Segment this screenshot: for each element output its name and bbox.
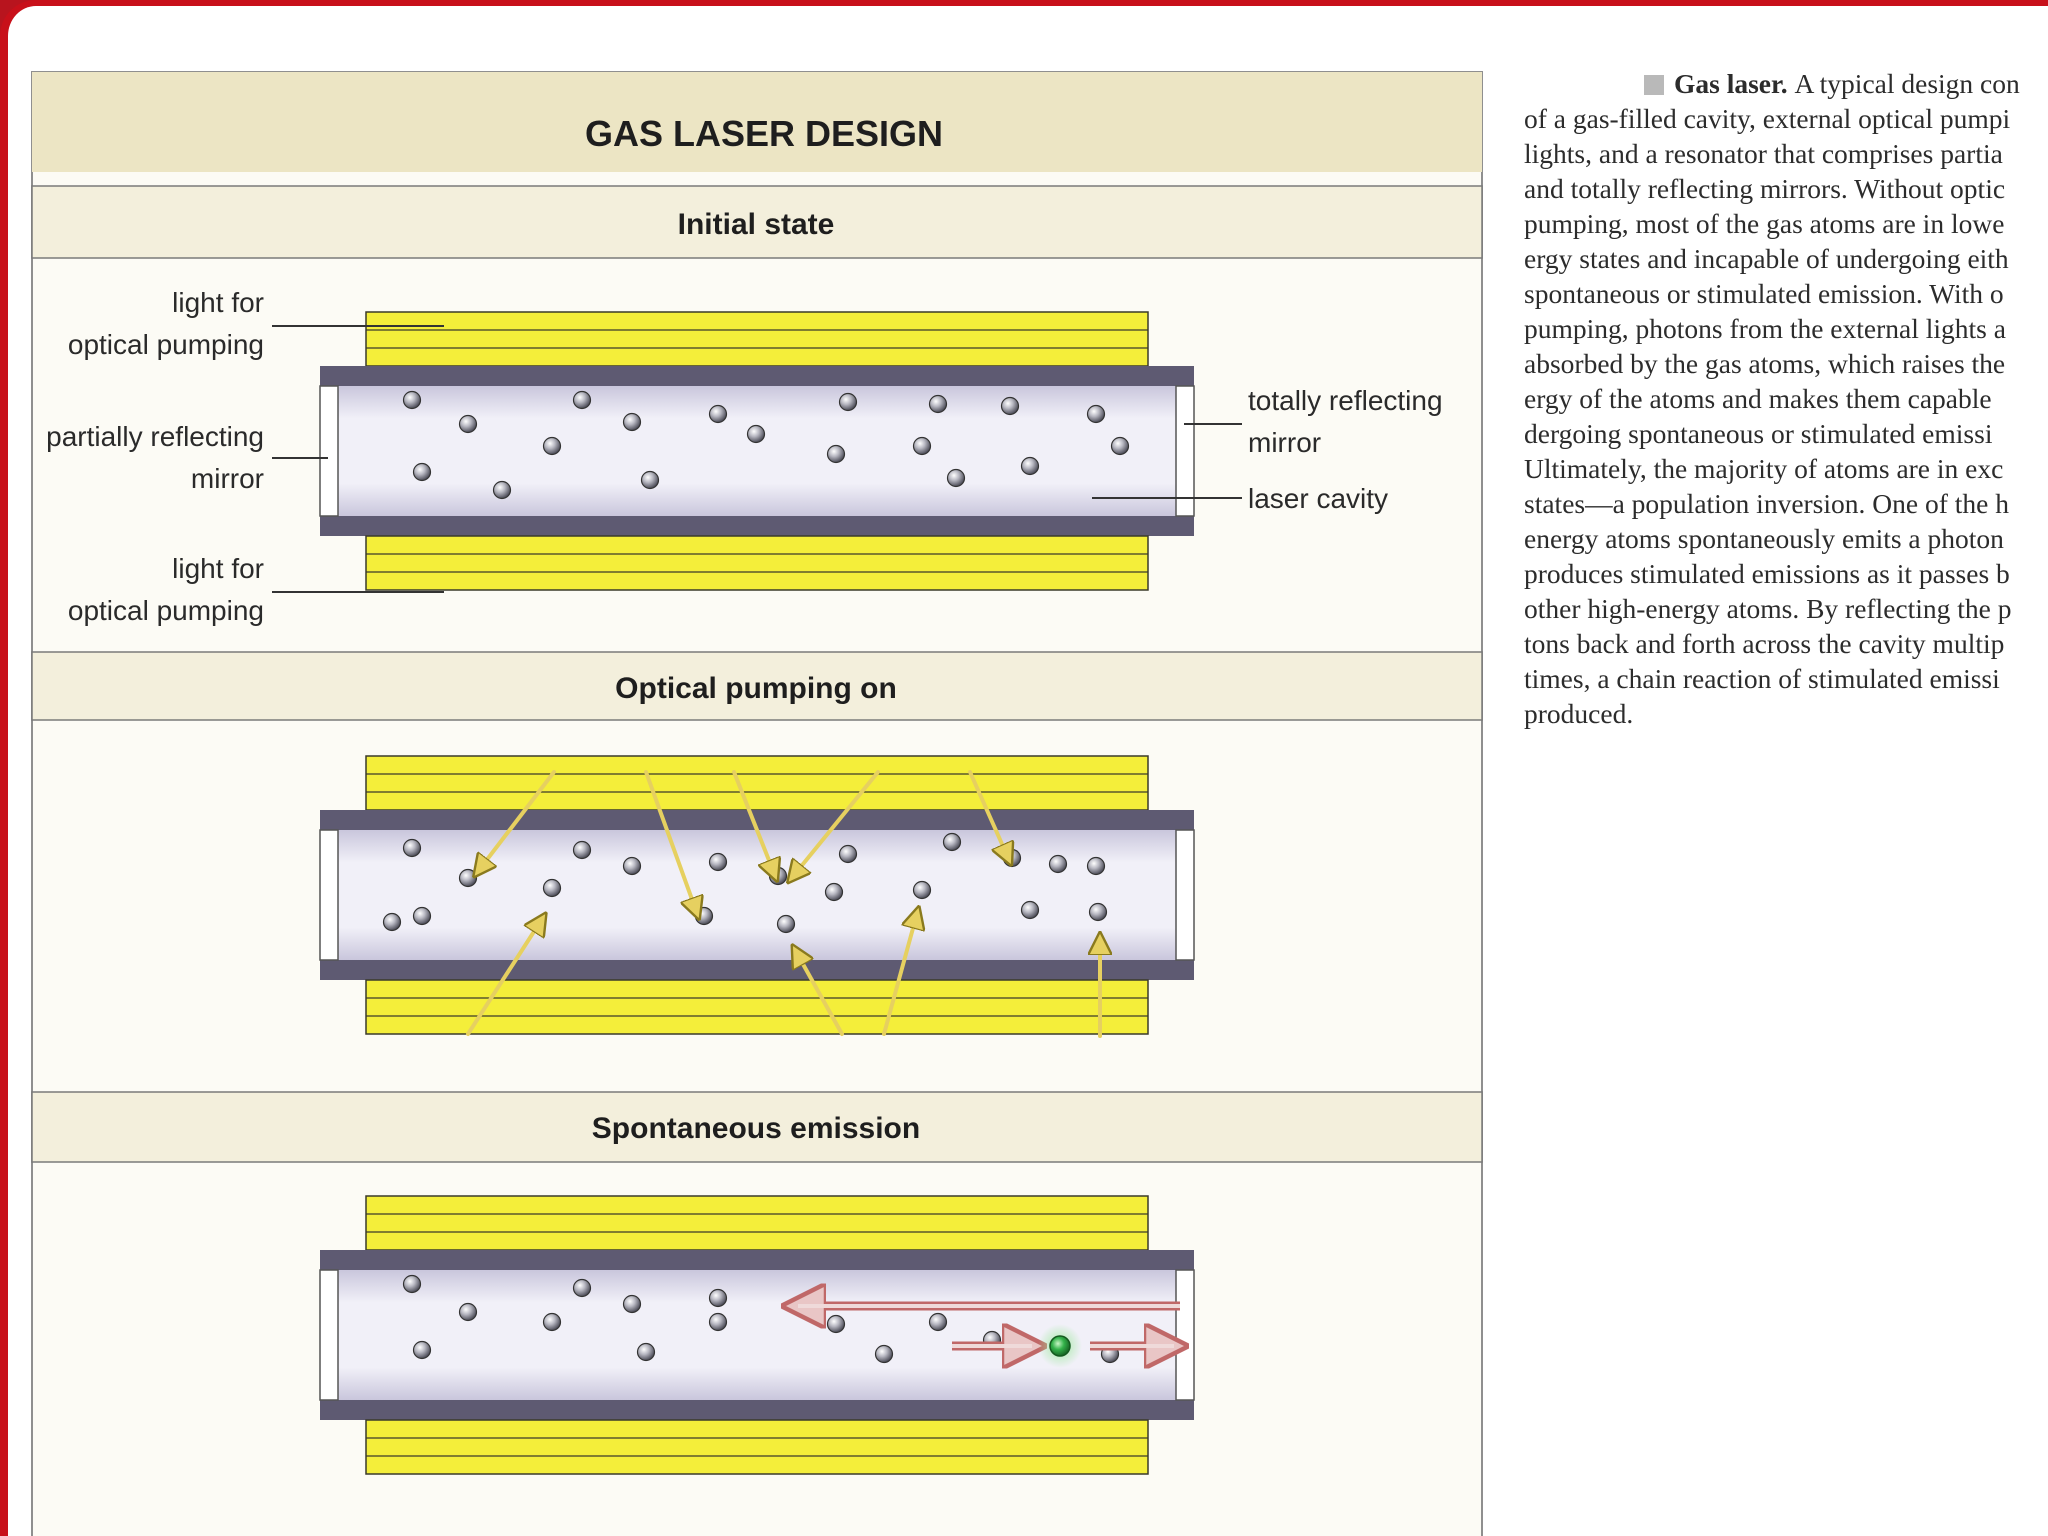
tube-wall-bottom bbox=[320, 960, 1194, 980]
excited-atom bbox=[1050, 1336, 1070, 1356]
gas-atom bbox=[404, 840, 421, 857]
gas-atom bbox=[710, 854, 727, 871]
gas-atom bbox=[642, 472, 659, 489]
gas-atom bbox=[1088, 406, 1105, 423]
label-total-mirror-line1: totally reflecting bbox=[1248, 385, 1443, 416]
caption-line: times, a chain reaction of stimulated emissi bbox=[1524, 663, 2000, 694]
gas-atom bbox=[1022, 902, 1039, 919]
gas-atom bbox=[544, 880, 561, 897]
gas-laser-diagram bbox=[8, 6, 1498, 1536]
gas-atom bbox=[826, 884, 843, 901]
caption-line: ergy of the atoms and makes them capable bbox=[1524, 383, 1992, 414]
panel-label-pumping: Optical pumping on bbox=[615, 672, 897, 705]
pumping-light-bottom bbox=[366, 536, 1148, 590]
gas-atom bbox=[404, 392, 421, 409]
gas-atom bbox=[914, 882, 931, 899]
caption-line: pumping, most of the gas atoms are in lowe bbox=[1524, 208, 2005, 239]
totally-reflecting-mirror bbox=[1176, 1270, 1194, 1400]
gas-atom bbox=[840, 846, 857, 863]
diagram-title: GAS LASER DESIGN bbox=[584, 113, 944, 154]
gas-atom bbox=[748, 426, 765, 443]
gas-atom bbox=[828, 1316, 845, 1333]
partially-reflecting-mirror bbox=[320, 1270, 338, 1400]
pumping-light-bottom bbox=[366, 1420, 1148, 1474]
gas-atom bbox=[494, 482, 511, 499]
gas-atom bbox=[414, 908, 431, 925]
caption-line: Gas laser. A typical design con bbox=[1524, 66, 2048, 101]
gas-atom bbox=[384, 914, 401, 931]
caption-line: energy atoms spontaneously emits a photon bbox=[1524, 523, 2004, 554]
label-light-top-line2: optical pumping bbox=[67, 329, 264, 360]
gas-atom bbox=[638, 1344, 655, 1361]
laser-assembly-initial bbox=[320, 312, 1194, 590]
label-light-bottom-line1: light for bbox=[172, 553, 264, 584]
gas-atom bbox=[828, 446, 845, 463]
gas-atom bbox=[1112, 438, 1129, 455]
caption-line: dergoing spontaneous or stimulated emissi bbox=[1524, 418, 1993, 449]
gas-atom bbox=[944, 834, 961, 851]
laser-cavity-gas bbox=[320, 830, 1194, 960]
gas-atom bbox=[404, 1276, 421, 1293]
tube-wall-bottom bbox=[320, 1400, 1194, 1420]
gas-atom bbox=[414, 464, 431, 481]
partially-reflecting-mirror bbox=[320, 830, 338, 960]
caption-line: produced. bbox=[1524, 698, 1634, 729]
gas-atom bbox=[624, 858, 641, 875]
label-partial-mirror-line2: mirror bbox=[190, 463, 264, 494]
tube-wall-top bbox=[320, 1250, 1194, 1270]
caption-line: states—a population inversion. One of the h bbox=[1524, 488, 2009, 519]
gas-atom bbox=[460, 1304, 477, 1321]
caption-line: spontaneous or stimulated emission. With o bbox=[1524, 278, 2004, 309]
pumping-light-top bbox=[366, 756, 1148, 810]
laser-cavity-gas bbox=[320, 386, 1194, 516]
gas-atom bbox=[574, 392, 591, 409]
caption-line: other high-energy atoms. By reflecting the p bbox=[1524, 593, 2012, 624]
gas-atom bbox=[624, 1296, 641, 1313]
gas-atom bbox=[460, 416, 477, 433]
gas-atom bbox=[778, 916, 795, 933]
gas-atom bbox=[930, 396, 947, 413]
gas-atom bbox=[840, 394, 857, 411]
caption-lead: Gas laser. bbox=[1674, 68, 1795, 99]
tube-wall-bottom bbox=[320, 516, 1194, 536]
gas-atom bbox=[876, 1346, 893, 1363]
gas-atom bbox=[948, 470, 965, 487]
gas-atom bbox=[710, 1290, 727, 1307]
caption-line: ergy states and incapable of undergoing eith bbox=[1524, 243, 2009, 274]
gas-atom bbox=[710, 406, 727, 423]
caption-line: tons back and forth across the cavity multip bbox=[1524, 628, 2005, 659]
label-total-mirror-line2: mirror bbox=[1248, 427, 1322, 458]
pumping-light-top bbox=[366, 1196, 1148, 1250]
totally-reflecting-mirror bbox=[1176, 386, 1194, 516]
tube-wall-top bbox=[320, 366, 1194, 386]
caption-line: absorbed by the gas atoms, which raises the bbox=[1524, 348, 2006, 379]
label-light-top-line1: light for bbox=[172, 287, 264, 318]
caption-line: pumping, photons from the external lights a bbox=[1524, 313, 2006, 344]
partially-reflecting-mirror bbox=[320, 386, 338, 516]
figure-caption bbox=[1524, 66, 2048, 731]
gas-atom bbox=[544, 1314, 561, 1331]
gas-atom bbox=[414, 1342, 431, 1359]
label-light-bottom-line2: optical pumping bbox=[67, 595, 264, 626]
caption-line: lights, and a resonator that comprises partia bbox=[1524, 138, 2003, 169]
pumping-light-top bbox=[366, 312, 1148, 366]
caption-line: of a gas-filled cavity, external optical pumpi bbox=[1524, 103, 2011, 134]
gas-atom bbox=[574, 1280, 591, 1297]
gas-atom bbox=[1022, 458, 1039, 475]
label-partial-mirror-line1: partially reflecting bbox=[46, 421, 264, 452]
laser-assembly-pumping bbox=[320, 756, 1194, 1034]
gas-atom bbox=[914, 438, 931, 455]
gas-atom bbox=[1050, 856, 1067, 873]
caption-marker-icon bbox=[1644, 75, 1664, 95]
caption-line: Ultimately, the majority of atoms are in exc bbox=[1524, 453, 2004, 484]
totally-reflecting-mirror bbox=[1176, 830, 1194, 960]
gas-atom bbox=[1088, 858, 1105, 875]
gas-atom bbox=[1002, 398, 1019, 415]
label-laser-cavity: laser cavity bbox=[1248, 483, 1389, 514]
gas-atom bbox=[1090, 904, 1107, 921]
gas-atom bbox=[930, 1314, 947, 1331]
panel-label-initial: Initial state bbox=[677, 208, 835, 241]
caption-line: and totally reflecting mirrors. Without optic bbox=[1524, 173, 2006, 204]
gas-atom bbox=[574, 842, 591, 859]
caption-line: produces stimulated emissions as it passes b bbox=[1524, 558, 2010, 589]
gas-atom bbox=[460, 870, 477, 887]
gas-atom bbox=[624, 414, 641, 431]
gas-atom bbox=[544, 438, 561, 455]
panel-label-spontaneous: Spontaneous emission bbox=[591, 1112, 921, 1145]
gas-atom bbox=[710, 1314, 727, 1331]
